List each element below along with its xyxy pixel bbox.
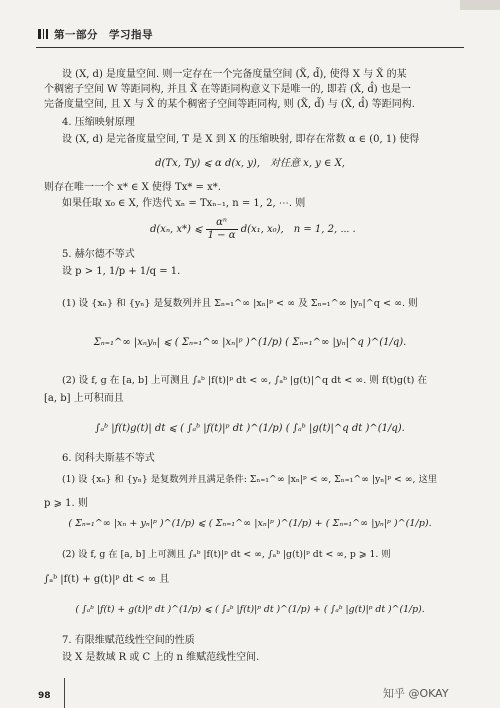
text-line: ∫ₐᵇ |f(t) + g(t)|ᵖ dt < ∞ 且 (44, 574, 170, 585)
watermark (383, 685, 449, 701)
text-line: (2) 设 f, g 在 [a, b] 上可测且 ∫ₐᵇ |f(t)|ᵖ dt < ∞, ∫ₐᵇ |g(t)|^q dt < ∞. 则 f(t)g(t) 在 (62, 375, 428, 386)
section-heading: 5. 赫尔德不等式 (62, 249, 135, 260)
header-bars-icon (38, 29, 50, 41)
text-line: 设 (X, d) 是完备度量空间, T 是 X 到 X 的压缩映射, 即存在常数 α ∈ (0, 1) 使得 (62, 134, 420, 145)
fraction (206, 217, 238, 242)
section-heading: 4. 压缩映射原理 (62, 117, 135, 128)
text-line: 设 X 是数域 R 或 C 上的 n 维赋范线性空间. (62, 652, 260, 663)
formula: d(Tx, Ty) ⩽ α d(x, y), 对任意 x, y ∈ X, (155, 158, 345, 169)
formula (150, 217, 356, 242)
text-line: 设 p > 1, 1/p + 1/q = 1. (62, 266, 181, 277)
section-heading: 6. 闵科夫斯基不等式 (62, 453, 155, 464)
watermark-user: @OKAY (408, 687, 449, 700)
text-line: 个稠密子空间 W 等距同构, 并且 X̃ 在等距同构意义下是唯一的, 即若 (X̂, d̂) 也是一 (44, 84, 411, 95)
formula: ( Σₙ₌₁^∞ |xₙ + yₙ|ᵖ )^(1/p) ⩽ ( Σₙ₌₁^∞ |xₙ|ᵖ )^(1/p) + ( Σₙ₌₁^∞ |yₙ|ᵖ )^(1/p). (68, 518, 432, 529)
text-line: 设 (X, d) 是度量空间. 则一定存在一个完备度量空间 (X̃, d̃), 使得 X 与 X̃ 的某 (62, 69, 407, 80)
header-label: 第一部分 学习指导 (54, 29, 153, 41)
page-number: 98 (38, 691, 51, 701)
fraction-denominator: 1 − α (207, 230, 236, 241)
formula-part: d(xₙ, x*) ⩽ (150, 224, 203, 235)
footer-rule (64, 678, 65, 708)
text-line: (1) 设 {xₙ} 和 {yₙ} 是复数列并且 Σₙ₌₁^∞ |xₙ|ᵖ < ∞ 及 Σₙ₌₁^∞ |yₙ|^q < ∞. 则 (62, 298, 418, 309)
fraction-numerator: αⁿ (206, 217, 238, 230)
formula: ( ∫ₐᵇ |f(t) + g(t)|ᵖ dt )^(1/p) ⩽ ( ∫ₐᵇ |f(t)|ᵖ dt )^(1/p) + ( ∫ₐᵇ |g(t)|ᵖ dt )^(1/p). (75, 604, 425, 615)
formula-part: d(x₁, x₀), n = 1, 2, ⋯ . (240, 224, 356, 235)
formula: ∫ₐᵇ |f(t)g(t)| dt ⩽ ( ∫ₐᵇ |f(t)|ᵖ dt )^(1/p) ( ∫ₐᵇ |g(t)|^q dt )^(1/q). (95, 423, 405, 434)
section-heading: 7. 有限维赋范线性空间的性质 (62, 635, 195, 646)
header-rule (36, 47, 464, 48)
text-line: 如果任取 x₀ ∈ X, 作迭代 xₙ = Txₙ₋₁, n = 1, 2, ⋯. 则 (62, 198, 306, 209)
text-line: (2) 设 f, g 在 [a, b] 上可测且 ∫ₐᵇ |f(t)|ᵖ dt < ∞, ∫ₐᵇ |g(t)|ᵖ dt < ∞, p ⩾ 1. 则 (62, 549, 391, 560)
text-line: (1) 设 {xₙ} 和 {yₙ} 是复数列并且满足条件: Σₙ₌₁^∞ |xₙ|ᵖ < ∞, Σₙ₌₁^∞ |yₙ|ᵖ < ∞, 这里 (62, 474, 438, 485)
text-line: [a, b] 上可积而且 (44, 393, 124, 404)
text-line: 则存在唯一一个 x* ∈ X 使得 Tx* = x*. (44, 182, 221, 193)
text-line: p ⩾ 1. 则 (44, 498, 88, 509)
page-corner-shadow (460, 0, 500, 10)
formula: Σₙ₌₁^∞ |xₙyₙ| ⩽ ( Σₙ₌₁^∞ |xₙ|ᵖ )^(1/p) ( Σₙ₌₁^∞ |yₙ|^q )^(1/q). (93, 337, 407, 348)
text-line: 完备度量空间, 且 X 与 X̂ 的某个稠密子空间等距同构, 则 (X̃, d̃) 与 (X̂, d̂) 等距同构. (44, 99, 415, 110)
watermark-site: 知乎 (383, 687, 405, 700)
running-header (38, 27, 153, 42)
